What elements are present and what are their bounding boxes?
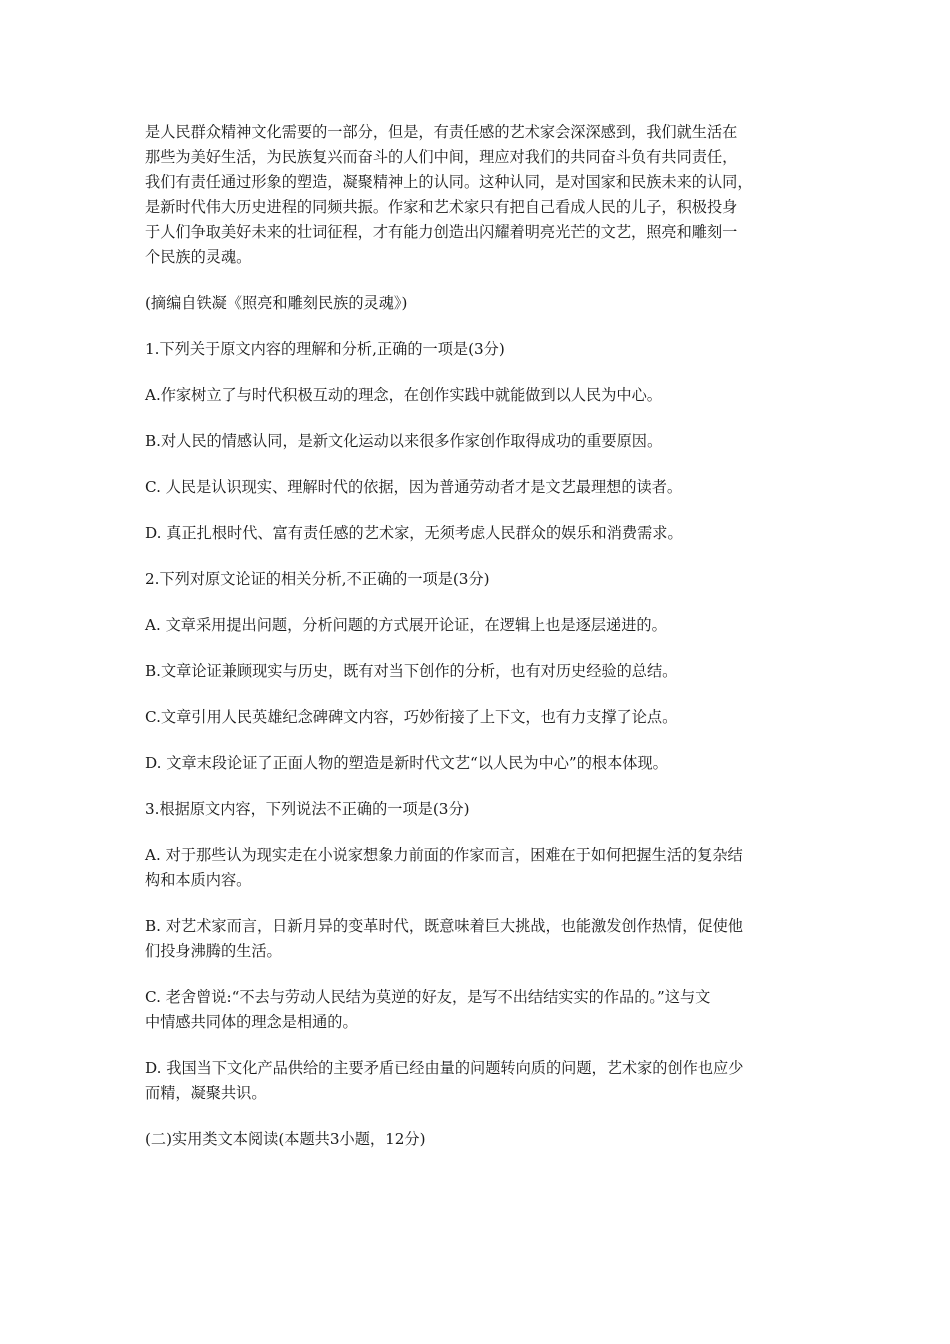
option-d: D. 真正扎根时代、富有责任感的艺术家，无须考虑人民群众的娱乐和消费需求。 xyxy=(145,524,683,542)
section-heading: (二)实用类文本阅读(本题共3小题，12分) xyxy=(145,1130,426,1148)
option-a: A. 文章采用提出问题，分析问题的方式展开论证，在逻辑上也是逐层递进的。 xyxy=(145,616,667,634)
question-stem: 1.下列关于原文内容的理解和分析,正确的一项是(3分) xyxy=(145,340,505,358)
option-a xyxy=(145,843,810,893)
option-b: B.对人民的情感认同，是新文化运动以来很多作家创作取得成功的重要原因。 xyxy=(145,432,663,450)
passage-line: 那些为美好生活，为民族复兴而奋斗的人们中间，理应对我们的共同奋斗负有共同责任， xyxy=(145,148,738,166)
option-d: D. 文章末段论证了正面人物的塑造是新时代文艺“以人民为中心”的根本体现。 xyxy=(145,754,668,772)
option-b: B.文章论证兼顾现实与历史，既有对当下创作的分析，也有对历史经验的总结。 xyxy=(145,662,678,680)
question-stem: 3.根据原文内容，下列说法不正确的一项是(3分) xyxy=(145,800,470,818)
option-line: D. 我国当下文化产品供给的主要矛盾已经由量的问题转向质的问题，艺术家的创作也应少 xyxy=(145,1059,744,1077)
option-a: A.作家树立了与时代积极互动的理念，在创作实践中就能做到以人民为中心。 xyxy=(145,386,662,404)
option-line: A. 对于那些认为现实走在小说家想象力前面的作家而言，困难在于如何把握生活的复杂结 xyxy=(145,846,743,864)
document-page xyxy=(145,120,810,1152)
option-c: C.文章引用人民英雄纪念碑碑文内容，巧妙衔接了上下文，也有力支撑了论点。 xyxy=(145,708,678,726)
passage-line: 于人们争取美好未来的壮词征程，才有能力创造出闪耀着明亮光芒的文艺，照亮和雕刻一 xyxy=(145,223,738,241)
passage-paragraph xyxy=(145,120,810,270)
passage-line: 我们有责任通过形象的塑造，凝聚精神上的认同。这种认同，是对国家和民族未来的认同， xyxy=(145,173,753,191)
option-b xyxy=(145,914,810,964)
option-line: 而精，凝聚共识。 xyxy=(145,1084,267,1102)
option-c: C. 人民是认识现实、理解时代的依据，因为普通劳动者才是文艺最理想的读者。 xyxy=(145,478,683,496)
passage-line: 是人民群众精神文化需要的一部分，但是，有责任感的艺术家会深深感到，我们就生活在 xyxy=(145,123,738,141)
option-line: B. 对艺术家而言，日新月异的变革时代，既意味着巨大挑战，也能激发创作热情，促使他 xyxy=(145,917,743,935)
option-d xyxy=(145,1056,810,1106)
passage-line: 是新时代伟大历史进程的同频共振。作家和艺术家只有把自己看成人民的儿子，积极投身 xyxy=(145,198,738,216)
question-stem: 2.下列对原文论证的相关分析,不正确的一项是(3分) xyxy=(145,570,490,588)
passage-source: (摘编自铁凝《照亮和雕刻民族的灵魂》) xyxy=(145,294,408,312)
option-line: C. 老舍曾说:“不去与劳动人民结为莫逆的好友，是写不出结结实实的作品的。”这与文 xyxy=(145,988,711,1006)
option-line: 构和本质内容。 xyxy=(145,871,252,889)
option-line: 们投身沸腾的生活。 xyxy=(145,942,282,960)
option-line: 中情感共同体的理念是相通的。 xyxy=(145,1013,358,1031)
passage-line: 个民族的灵魂。 xyxy=(145,248,252,266)
option-c xyxy=(145,985,810,1035)
